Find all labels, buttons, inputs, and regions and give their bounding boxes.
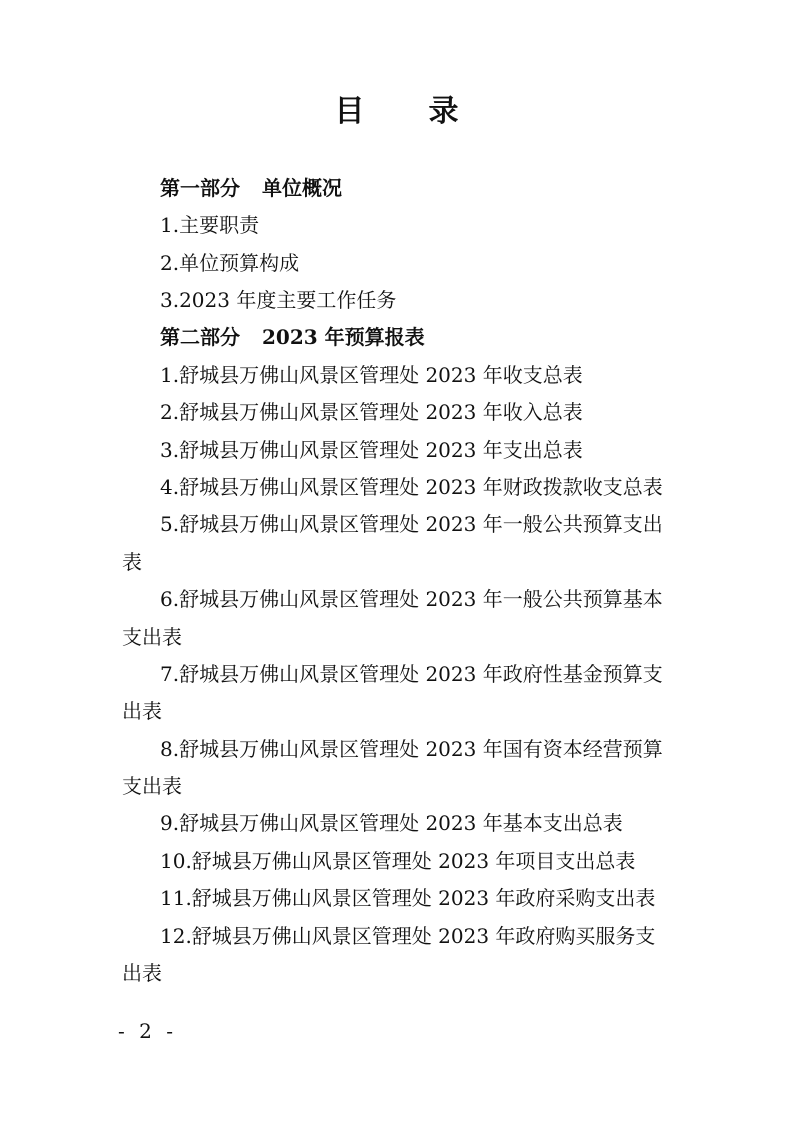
toc-item: 4.舒城县万佛山风景区管理处 2023 年财政拨款收支总表 — [160, 475, 663, 499]
toc-item-continuation: 出表 — [122, 961, 162, 985]
toc-item: 5.舒城县万佛山风景区管理处 2023 年一般公共预算支出 — [160, 512, 663, 536]
page-title — [0, 86, 793, 130]
toc-item-continuation: 表 — [122, 550, 142, 574]
toc-heading-part2 — [160, 324, 425, 350]
page-number: - 2 - — [118, 1019, 177, 1043]
toc-item-continuation: 支出表 — [122, 625, 182, 649]
title-char-1: 目 — [334, 94, 365, 129]
toc-item: 7.舒城县万佛山风景区管理处 2023 年政府性基金预算支 — [160, 662, 663, 686]
toc-item-continuation: 出表 — [122, 699, 162, 723]
toc-item: 3.舒城县万佛山风景区管理处 2023 年支出总表 — [160, 438, 583, 462]
toc-item: 8.舒城县万佛山风景区管理处 2023 年国有资本经营预算 — [160, 737, 663, 761]
toc-item-continuation: 支出表 — [122, 774, 182, 798]
toc-item: 6.舒城县万佛山风景区管理处 2023 年一般公共预算基本 — [160, 587, 663, 611]
toc-item: 3.2023 年度主要工作任务 — [160, 288, 397, 312]
toc-item: 2.单位预算构成 — [160, 251, 300, 275]
toc-item: 1.舒城县万佛山风景区管理处 2023 年收支总表 — [160, 363, 583, 387]
heading-number: 第二部分 — [160, 325, 240, 349]
toc-item: 12.舒城县万佛山风景区管理处 2023 年政府购买服务支 — [160, 924, 656, 948]
toc-item: 1.主要职责 — [160, 213, 260, 237]
toc-item: 9.舒城县万佛山风景区管理处 2023 年基本支出总表 — [160, 811, 623, 835]
toc-item: 10.舒城县万佛山风景区管理处 2023 年项目支出总表 — [160, 849, 636, 873]
toc-heading-part1 — [160, 175, 342, 201]
heading-number: 第一部分 — [160, 176, 240, 200]
heading-title: 单位概况 — [262, 176, 342, 200]
title-char-2: 录 — [428, 94, 459, 129]
toc-item: 2.舒城县万佛山风景区管理处 2023 年收入总表 — [160, 400, 583, 424]
heading-title: 2023 年预算报表 — [262, 325, 425, 349]
toc-item: 11.舒城县万佛山风景区管理处 2023 年政府采购支出表 — [160, 886, 656, 910]
